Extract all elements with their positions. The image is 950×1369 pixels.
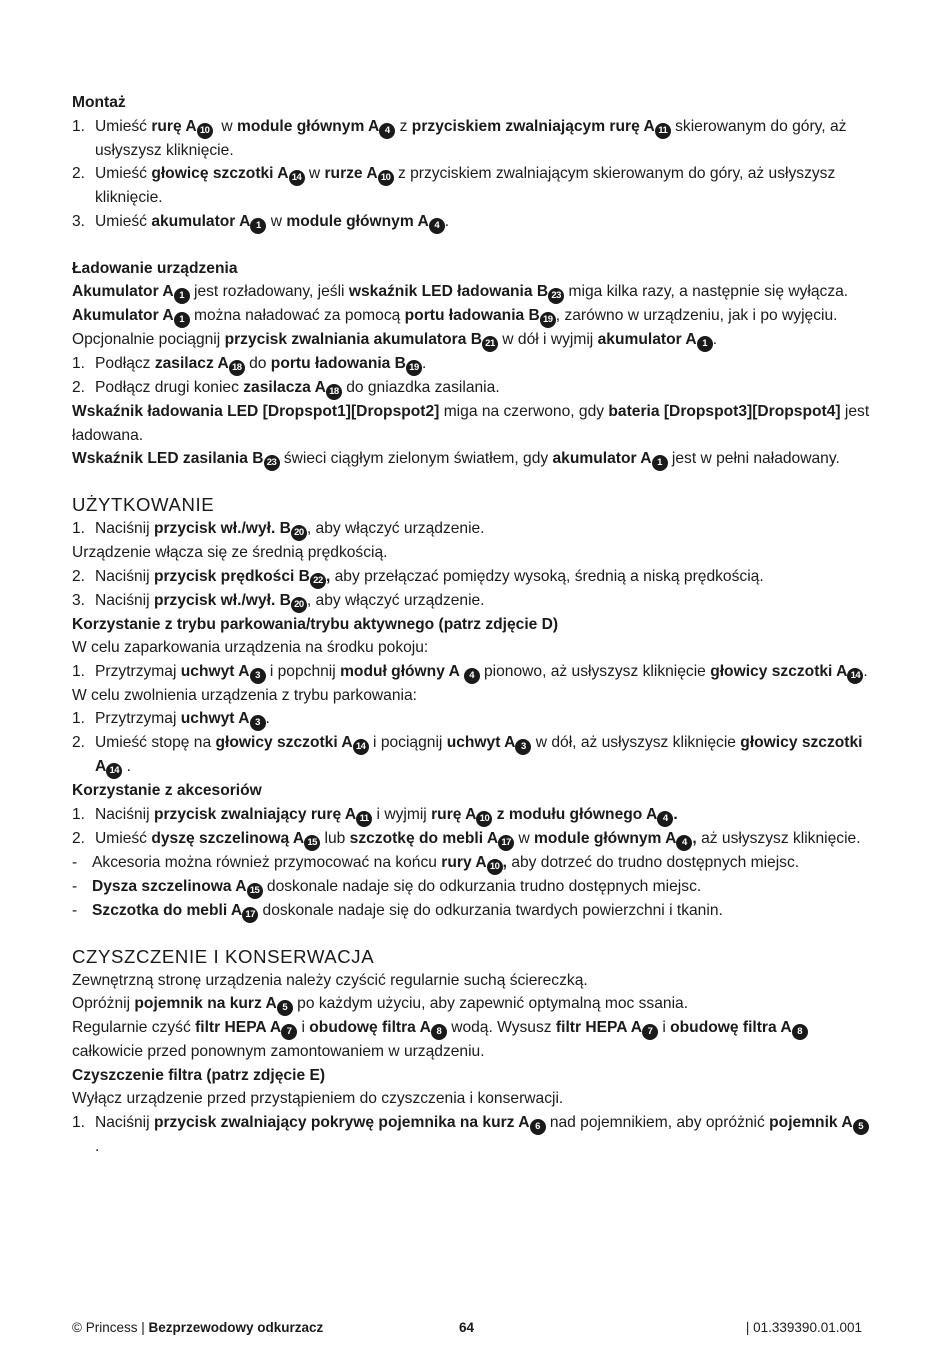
- list-item: 1. Naciśnij przycisk zwalniający rurę A 11 i wyjmij rurę A 10 z modułu głównego A 4 .: [72, 803, 872, 827]
- document-code: | 01.339390.01.001: [745, 1320, 862, 1335]
- document-body: [72, 91, 872, 1158]
- bullet-item: - Szczotka do mebli A 17 doskonale nadaje się do odkurzania twardych powierzchni i tkanin.: [72, 899, 872, 923]
- list-item: 1. Naciśnij przycisk zwalniający pokrywę pojemnika na kurz A 6 nad pojemnikiem, aby opróżnić pojemnik A 5.: [72, 1111, 872, 1159]
- bullet-item: - Dysza szczelinowa A 15 doskonale nadaje się do odkurzania trudno dostępnych miejsc.: [72, 875, 872, 899]
- callout-number-icon: 1: [652, 455, 668, 471]
- subheading: Korzystanie z akcesoriów: [72, 782, 262, 799]
- callout-number-icon: 6: [530, 1119, 546, 1135]
- callout-number-icon: 8: [792, 1024, 808, 1040]
- paragraph: Wskaźnik ładowania LED [Dropspot1][Dropspot2] miga na czerwono, gdy bateria [Dropspot3][Dropspot4] jest ładowana.: [72, 403, 870, 444]
- paragraph: Akumulator A 1 jest rozładowany, jeśli wskaźnik LED ładowania B 23 miga kilka razy, a następnie się wyłącza.: [72, 280, 872, 304]
- callout-number-icon: 22: [310, 573, 326, 589]
- list-item: 2. Podłącz drugi koniec zasilacza A 18 do gniazdka zasilania.: [72, 376, 872, 400]
- callout-number-icon: 11: [655, 123, 671, 139]
- callout-number-icon: 4: [429, 218, 445, 234]
- callout-number-icon: 4: [379, 123, 395, 139]
- callout-number-icon: 19: [406, 360, 422, 376]
- callout-number-icon: 20: [291, 525, 307, 541]
- list-item: 1. Przytrzymaj uchwyt A 3 i popchnij moduł główny A 4 pionowo, aż usłyszysz kliknięcie głowicy szczotki A 14 .: [72, 660, 872, 684]
- callout-number-icon: 3: [250, 715, 266, 731]
- list-item: 2. Naciśnij przycisk prędkości B 22 , aby przełączać pomiędzy wysoką, średnią a niską prędkością.: [72, 565, 872, 589]
- callout-number-icon: 10: [487, 859, 503, 875]
- callout-number-icon: 18: [229, 360, 245, 376]
- paragraph: W celu zwolnienia urządzenia z trybu parkowania:: [72, 686, 417, 704]
- paragraph: Urządzenie włącza się ze średnią prędkością.: [72, 544, 388, 561]
- list-item: 3. Naciśnij przycisk wł./wył. B 20 , aby włączyć urządzenie.: [72, 589, 872, 613]
- list-item: 1. Podłącz zasilacz A 18 do portu ładowania B 19 .: [72, 352, 872, 376]
- callout-number-icon: 8: [431, 1024, 447, 1040]
- callout-number-icon: 4: [676, 835, 692, 851]
- section-heading-uzytkowanie: UŻYTKOWANIE: [72, 494, 215, 515]
- section-heading-czyszczenie: CZYSZCZENIE I KONSERWACJA: [72, 945, 375, 967]
- paragraph: Opcjonalnie pociągnij przycisk zwalniania akumulatora B 21 w dół i wyjmij akumulator A 1 .: [72, 328, 872, 352]
- paragraph: Opróżnij pojemnik na kurz A 5 po każdym użyciu, aby zapewnić optymalną moc ssania.: [72, 992, 872, 1016]
- callout-number-icon: 20: [291, 597, 307, 613]
- list-item: 1. Przytrzymaj uchwyt A 3 .: [72, 707, 872, 731]
- callout-number-icon: 15: [247, 883, 263, 899]
- list-item: 2. Umieść głowicę szczotki A 14 w rurze A 10 z przyciskiem zwalniającym skierowanym do góry, aż usłyszysz kliknięcie.: [72, 165, 836, 206]
- subheading: Czyszczenie filtra (patrz zdjęcie E): [72, 1066, 326, 1084]
- callout-number-icon: 7: [642, 1024, 658, 1040]
- paragraph: Regularnie czyść filtr HEPA A 7 i obudowę filtra A 8 wodą. Wysusz filtr HEPA A 7 i obudowę filtra A 8 całkowicie przed ponownym zamontowaniem w urządzeniu.: [72, 1016, 872, 1064]
- callout-number-icon: 17: [242, 907, 258, 923]
- callout-number-icon: 23: [548, 288, 564, 304]
- callout-number-icon: 14: [289, 170, 305, 186]
- list-item: 2. Umieść dyszę szczelinową A 15 lub szczotkę do mebli A 17 w module głównym A 4 , aż usłyszysz kliknięcie.: [72, 827, 872, 851]
- subheading: Korzystanie z trybu parkowania/trybu aktywnego (patrz zdjęcie D): [72, 615, 559, 633]
- paragraph: Akumulator A 1 można naładować za pomocą portu ładowania B 19 , zarówno w urządzeniu, jak i po wyjęciu.: [72, 304, 872, 328]
- list-item: 3. Umieść akumulator A 1 w module głównym A 4 .: [72, 210, 872, 234]
- list-item: 1. Umieść rurę A 10 w module głównym A 4 z przyciskiem zwalniającym rurę A 11 skierowanym do góry, aż usłyszysz kliknięcie.: [72, 117, 847, 159]
- bullet-item: - Akcesoria można również przymocować na końcu rury A 10 , aby dotrzeć do trudno dostępnych miejsc.: [72, 851, 872, 875]
- page-footer: [72, 1318, 862, 1338]
- callout-number-icon: 19: [540, 312, 556, 328]
- footer-brand: © Princess | Bezprzewodowy odkurzacz: [72, 1320, 324, 1335]
- section-heading-ladowanie: Ładowanie urządzenia: [72, 259, 238, 277]
- callout-number-icon: 7: [281, 1024, 297, 1040]
- list-item: 1. Naciśnij przycisk wł./wył. B 20 , aby włączyć urządzenie.: [72, 517, 872, 541]
- list-item: 2. Umieść stopę na głowicy szczotki A 14 i pociągnij uchwyt A 3 w dół, aż usłyszysz kliknięcie głowicy szczotki A 14 .: [72, 731, 872, 779]
- callout-number-icon: 14: [353, 739, 369, 755]
- callout-number-icon: 21: [482, 336, 498, 352]
- callout-number-icon: 18: [326, 384, 342, 400]
- paragraph: Wyłącz urządzenie przed przystąpieniem do czyszczenia i konserwacji.: [72, 1090, 564, 1107]
- callout-number-icon: 4: [657, 811, 673, 827]
- callout-number-icon: 11: [356, 811, 372, 827]
- callout-number-icon: 14: [847, 668, 863, 684]
- paragraph: W celu zaparkowania urządzenia na środku pokoju:: [72, 639, 429, 656]
- callout-number-icon: 1: [697, 336, 713, 352]
- paragraph: Wskaźnik LED zasilania B 23 świeci ciągłym zielonym światłem, gdy akumulator A 1 jest w pełni naładowany.: [72, 447, 872, 471]
- callout-number-icon: 15: [304, 835, 320, 851]
- callout-number-icon: 14: [106, 763, 122, 779]
- callout-number-icon: 3: [250, 668, 266, 684]
- callout-number-icon: 17: [498, 835, 514, 851]
- callout-number-icon: 1: [174, 288, 190, 304]
- section-heading-montaz: Montaż: [72, 94, 126, 111]
- callout-number-icon: 10: [476, 811, 492, 827]
- callout-number-icon: 10: [378, 170, 394, 186]
- callout-number-icon: 3: [515, 739, 531, 755]
- callout-number-icon: 10: [197, 123, 213, 139]
- callout-number-icon: 5: [277, 1000, 293, 1016]
- page-number: 64: [459, 1320, 475, 1335]
- callout-number-icon: 4: [464, 668, 480, 684]
- callout-number-icon: 23: [264, 455, 280, 471]
- paragraph: Zewnętrzną stronę urządzenia należy czyścić regularnie suchą ściereczką.: [72, 971, 588, 989]
- callout-number-icon: 1: [174, 312, 190, 328]
- callout-number-icon: 1: [250, 218, 266, 234]
- callout-number-icon: 5: [853, 1119, 869, 1135]
